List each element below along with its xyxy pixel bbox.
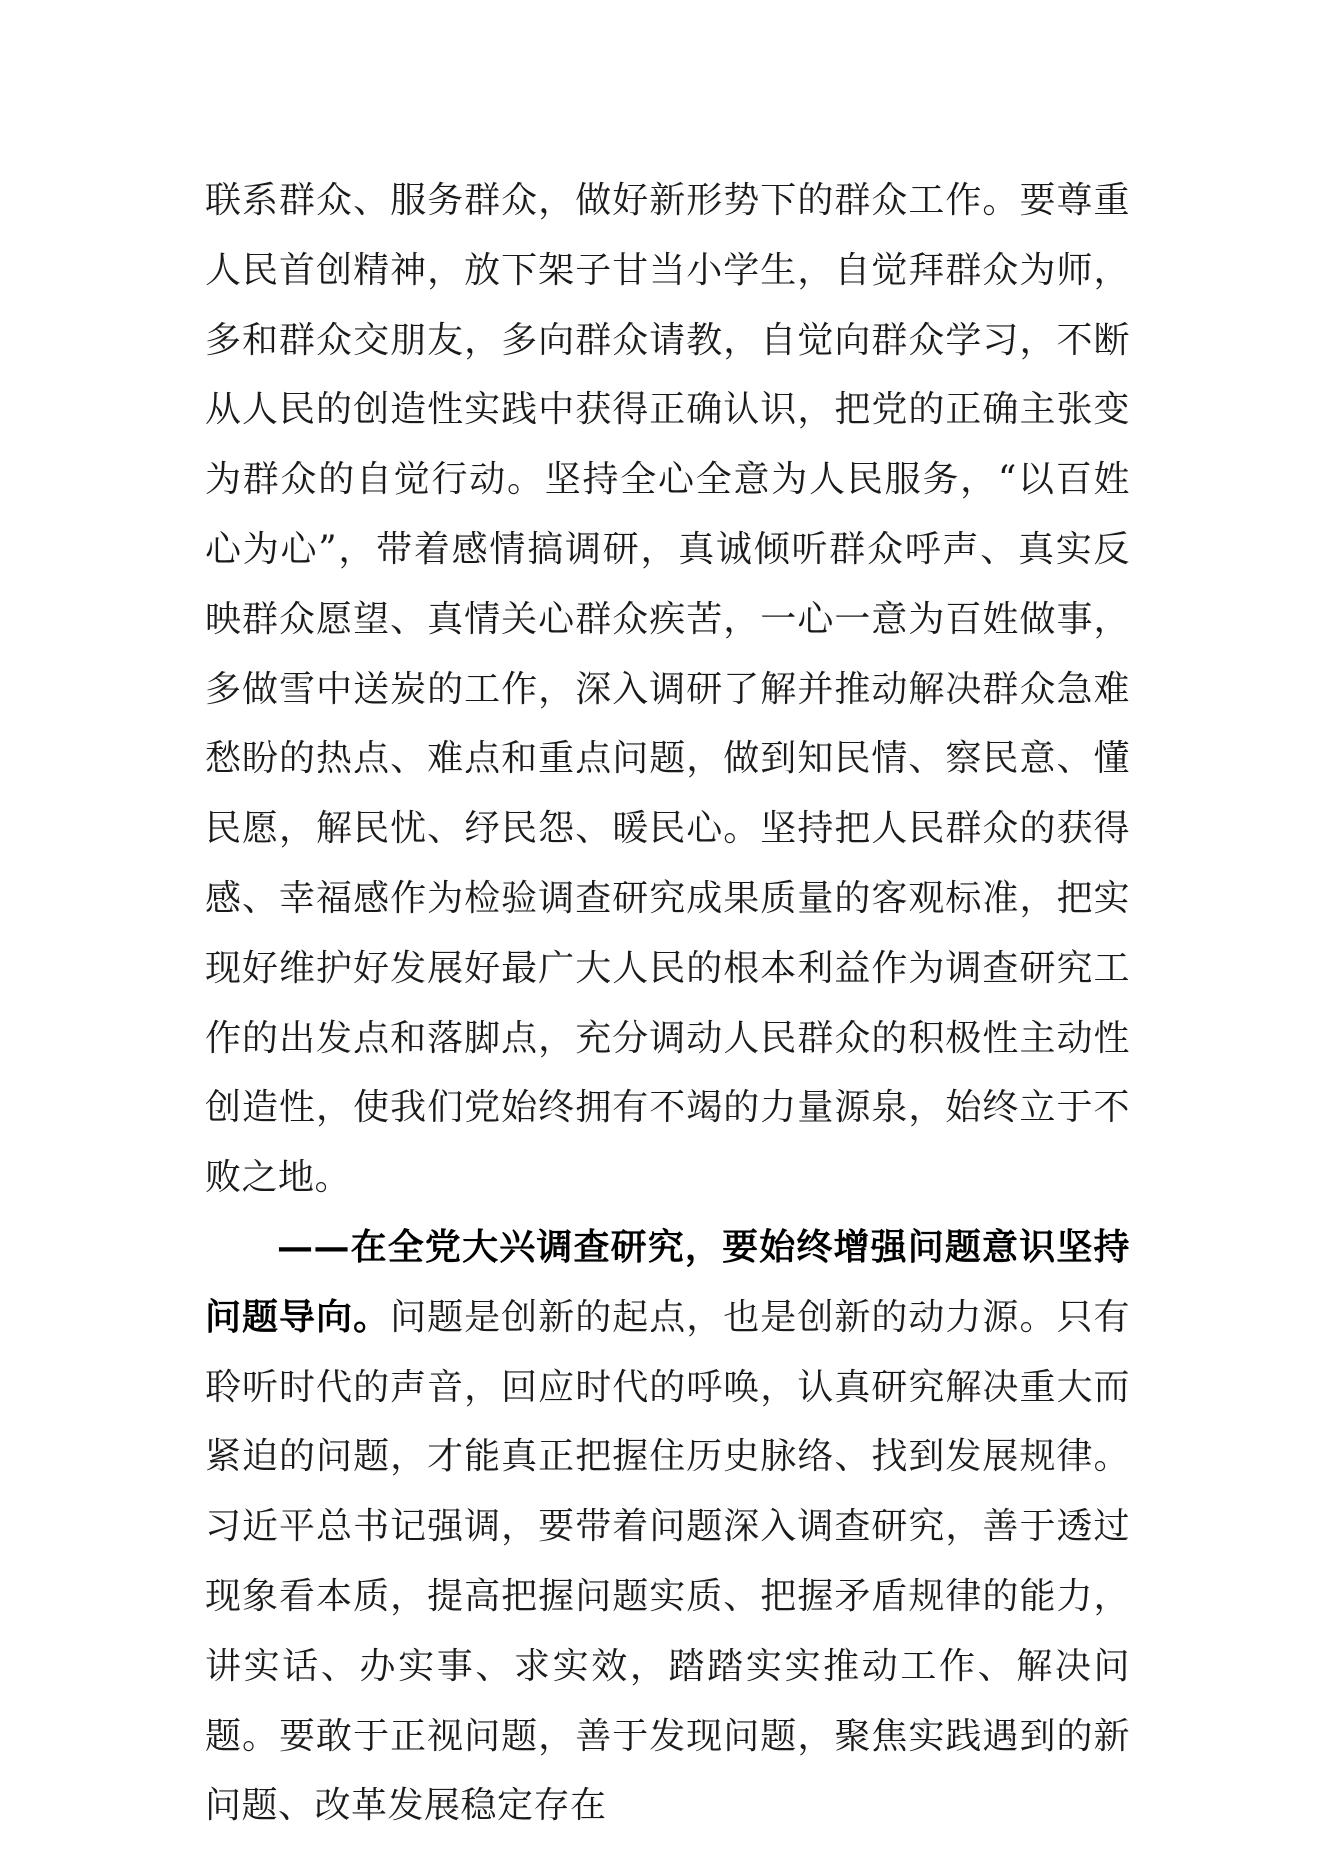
section-body-text: 问题是创新的起点，也是创新的动力源。只有聆听时代的声音，回应时代的呼唤，认真研究解决重大而紧迫的问题，才能真正把握住历史脉络、找到发展规律。习近平总书记强调，要带着问题深入调查研究，善于透过现象看本质，提高把握问题实质、把握矛盾规律的能力，讲实话、办实事、求实效，踏踏实实推动工作、解决问题。要敢于正视问题，善于发现问题，聚焦实践遇到的新问题、改革发展稳定存在	[205, 1296, 1130, 1827]
body-paragraph: 联系群众、服务群众，做好新形势下的群众工作。要尊重人民首创精神，放下架子甘当小学生，自觉拜群众为师，多和群众交朋友，多向群众请教，自觉向群众学习，不断从人民的创造性实践中获得正确认识，把党的正确主张变为群众的自觉行动。坚持全心全意为人民服务，“以百姓心为心”，带着感情搞调研，真诚倾听群众呼声、真实反映群众愿望、真情关心群众疾苦，一心一意为百姓做事，多做雪中送炭的工作，深入调研了解并推动解决群众急难愁盼的热点、难点和重点问题，做到知民情、察民意、懂民愿，解民忧、纾民怨、暖民心。坚持把人民群众的获得感、幸福感作为检验调查研究成果质量的客观标准，把实现好维护好发展好最广大人民的根本利益作为调查研究工作的出发点和落脚点，充分调动人民群众的积极性主动性创造性，使我们党始终拥有不竭的力量源泉，始终立于不败之地。	[205, 180, 1130, 1199]
document-body	[205, 166, 1130, 1841]
section-paragraph	[205, 1213, 1130, 1841]
section-heading: ——在全党大兴调查研究，要始终增强问题意识坚持问题导向。	[205, 1225, 1130, 1338]
